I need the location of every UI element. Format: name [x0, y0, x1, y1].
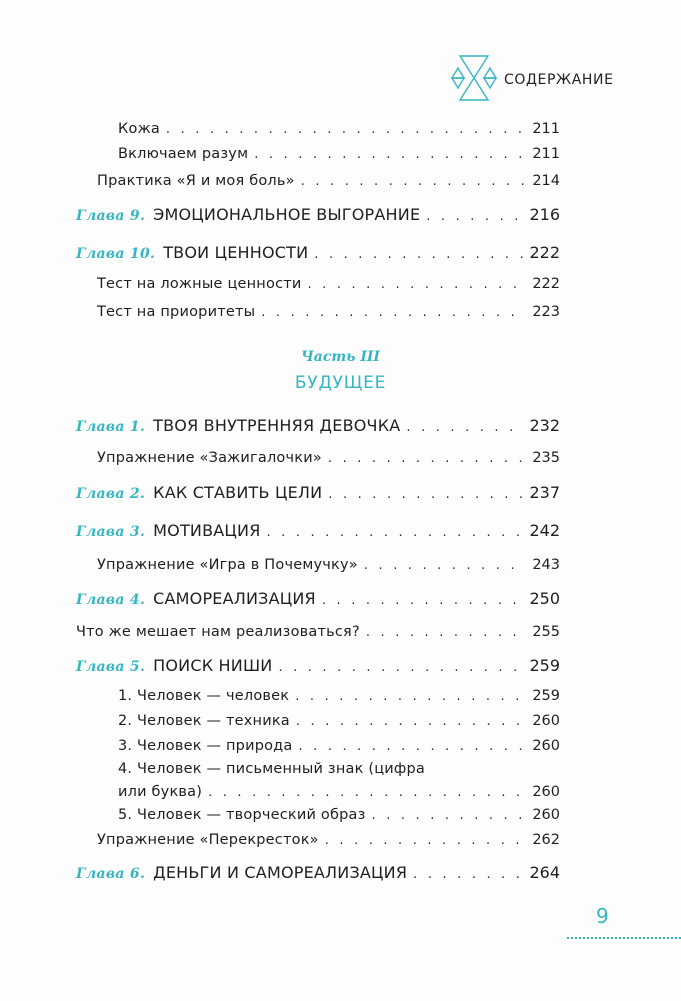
toc-entry-title: 1. Человек — человек — [118, 688, 290, 704]
chapter-page: 259 — [529, 656, 560, 675]
toc-entry[interactable] — [118, 686, 560, 706]
toc-entry-page: 222 — [532, 276, 560, 292]
toc-entry-page: 260 — [532, 807, 560, 823]
toc-entry-page: 235 — [532, 450, 560, 466]
dot-leader — [322, 591, 524, 611]
chapter-title: МОТИВАЦИЯ — [153, 521, 261, 540]
toc-entry[interactable] — [118, 805, 560, 825]
dot-leader — [296, 712, 524, 732]
toc-entry-title: Упражнение «Перекресток» — [97, 832, 319, 848]
chapter-page: 232 — [529, 416, 560, 435]
dot-leader — [267, 523, 524, 543]
dot-leader — [261, 303, 524, 323]
chapter-label: Глава 9. — [76, 208, 146, 224]
dot-leader — [314, 245, 523, 265]
toc-chapter[interactable] — [76, 589, 560, 609]
part-title: БУДУЩЕЕ — [294, 373, 387, 393]
toc-entry-title: Что же мешает нам реализоваться? — [76, 624, 360, 640]
toc-entry-page: 260 — [532, 713, 560, 729]
dot-leader — [298, 737, 524, 757]
toc-entry-title: 5. Человек — творческий образ — [118, 807, 366, 823]
toc-entry[interactable] — [97, 448, 560, 468]
toc-entry-page: 259 — [532, 688, 560, 704]
dot-leader — [208, 783, 524, 803]
toc-entry[interactable] — [97, 555, 560, 575]
toc-entry[interactable] — [97, 830, 560, 850]
chapter-label: Глава 4. — [76, 592, 146, 608]
toc-chapter[interactable] — [76, 521, 560, 541]
toc-chapter[interactable] — [76, 863, 560, 883]
dot-leader — [366, 623, 524, 643]
chapter-title: ЭМОЦИОНАЛЬНОЕ ВЫГОРАНИЕ — [153, 205, 421, 224]
dot-leader — [372, 806, 524, 826]
dot-leader — [364, 556, 524, 576]
dot-leader — [301, 172, 524, 192]
toc-entry-title: 2. Человек — техника — [118, 713, 290, 729]
toc-entry[interactable] — [118, 144, 560, 164]
toc-entry-title: 3. Человек — природа — [118, 738, 293, 754]
dot-leader — [295, 687, 524, 707]
toc-entry-page: 214 — [532, 173, 560, 189]
toc-entry-page: 243 — [532, 557, 560, 573]
part-label: Часть III — [301, 349, 380, 365]
page-number: 9 — [596, 904, 609, 928]
toc-entry[interactable] — [97, 302, 560, 322]
toc-entry-title: Практика «Я и моя боль» — [97, 173, 295, 189]
chapter-page: 216 — [529, 205, 560, 224]
toc-entry[interactable] — [118, 119, 560, 139]
chapter-label: Глава 10. — [76, 246, 156, 262]
dot-leader — [254, 145, 524, 165]
chapter-page: 242 — [529, 521, 560, 540]
chapter-title: САМОРЕАЛИЗАЦИЯ — [153, 589, 316, 608]
toc-entry[interactable] — [118, 782, 560, 802]
chapter-page: 264 — [529, 863, 560, 882]
toc-entry-title: или буква) — [118, 784, 203, 800]
toc-chapter[interactable] — [76, 656, 560, 676]
toc-entry-title: Упражнение «Зажигалочки» — [97, 450, 322, 466]
toc-entry-title: Тест на ложные ценности — [97, 276, 302, 292]
toc-entry-title: Тест на приоритеты — [97, 304, 256, 320]
toc-entry-page: 223 — [532, 304, 560, 320]
toc-entry[interactable] — [76, 622, 560, 642]
chapter-label: Глава 1. — [76, 419, 146, 435]
chapter-title: ПОИСК НИШИ — [153, 656, 273, 675]
chapter-title: КАК СТАВИТЬ ЦЕЛИ — [153, 483, 323, 502]
chapter-label: Глава 3. — [76, 524, 146, 540]
page-number-rule — [567, 937, 681, 939]
toc-entry-page: 262 — [532, 832, 560, 848]
toc-entry-first-line[interactable] — [118, 759, 560, 779]
toc-chapter[interactable] — [76, 243, 560, 263]
toc-entry-title: Упражнение «Игра в Почемучку» — [97, 557, 358, 573]
toc-entry-page: 260 — [532, 784, 560, 800]
toc-chapter[interactable] — [76, 416, 560, 436]
dot-leader — [166, 120, 524, 140]
dot-leader — [308, 275, 524, 295]
dot-leader — [328, 449, 524, 469]
dot-leader — [413, 865, 523, 885]
chapter-page: 237 — [529, 483, 560, 502]
toc-entry-page: 255 — [532, 624, 560, 640]
toc-entry[interactable] — [97, 171, 560, 191]
toc-entry[interactable] — [97, 274, 560, 294]
toc-chapter[interactable] — [76, 205, 560, 225]
toc-entry-title: 4. Человек — письменный знак (цифра — [118, 761, 425, 777]
dot-leader — [328, 485, 523, 505]
chapter-page: 250 — [529, 589, 560, 608]
dot-leader — [325, 831, 524, 851]
toc-entry-title: Включаем разум — [118, 146, 249, 162]
toc-entry-page: 211 — [532, 121, 560, 137]
chapter-label: Глава 2. — [76, 486, 146, 502]
triangle-ornament-icon — [450, 52, 498, 108]
section-title: СОДЕРЖАНИЕ — [504, 72, 614, 88]
chapter-page: 222 — [529, 243, 560, 262]
chapter-title: ТВОИ ЦЕННОСТИ — [163, 243, 309, 262]
running-header — [450, 52, 650, 112]
chapter-label: Глава 5. — [76, 659, 146, 675]
toc-entry[interactable] — [118, 711, 560, 731]
toc-entry-page: 260 — [532, 738, 560, 754]
chapter-title: ДЕНЬГИ И САМОРЕАЛИЗАЦИЯ — [153, 863, 408, 882]
dot-leader — [406, 418, 523, 438]
dot-leader — [426, 207, 523, 227]
toc-chapter[interactable] — [76, 483, 560, 503]
dot-leader — [278, 658, 523, 678]
chapter-label: Глава 6. — [76, 866, 146, 882]
toc-entry-page: 211 — [532, 146, 560, 162]
toc-entry[interactable] — [118, 736, 560, 756]
chapter-title: ТВОЯ ВНУТРЕННЯЯ ДЕВОЧКА — [153, 416, 401, 435]
toc-entry-title: Кожа — [118, 121, 160, 137]
